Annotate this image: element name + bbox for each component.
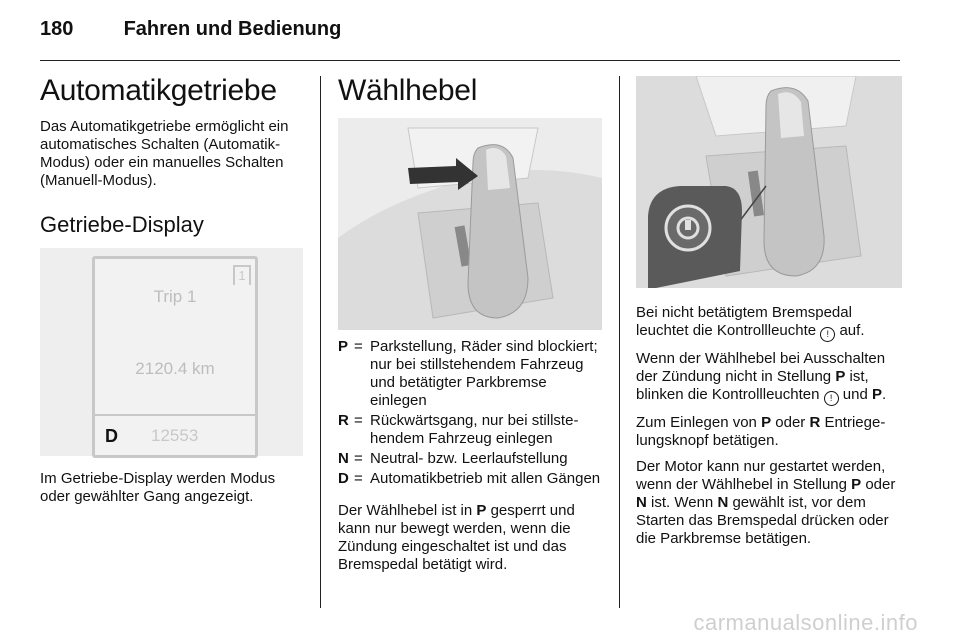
- definition-key: R: [338, 412, 349, 429]
- text-run: Bei nicht betätigtem Bremspedal leuchtet die Kontrollleuchte: [636, 304, 852, 339]
- column-2: [338, 74, 602, 582]
- start-paragraph: [636, 458, 902, 548]
- transmission-display-illustration: [40, 248, 303, 456]
- brake-warning-lamp-icon: !: [824, 391, 839, 406]
- position-key: P: [851, 476, 862, 493]
- position-key: N: [717, 494, 729, 511]
- section-heading: Automatikgetriebe: [40, 74, 277, 107]
- text-run: Zum Einlegen von: [636, 414, 762, 431]
- position-key: N: [636, 494, 647, 511]
- text-run: oder: [771, 414, 810, 431]
- display-caption: Im Getriebe-Display werden Modus oder gewählter Gang angezeigt.: [40, 470, 276, 505]
- gear-lever-warning-image: [636, 76, 902, 288]
- trip-icon: 1: [233, 265, 251, 285]
- header-rule: [40, 60, 900, 61]
- text-run: Wenn der Wählhebel bei Ausschalten der Zündung nicht in Stellung: [636, 350, 886, 385]
- trip-value: 2120.4 km: [135, 359, 215, 378]
- text-run: Der Wählhebel ist in: [338, 502, 477, 519]
- section-title: Fahren und Bedienung: [123, 18, 342, 40]
- warning-paragraph-2: [636, 350, 902, 406]
- display-separator: [95, 414, 255, 416]
- odometer-value: 12553: [151, 426, 199, 445]
- warning-paragraph-1: [636, 304, 902, 342]
- gear-lever-warning-photo: [636, 76, 902, 288]
- column-3: [636, 76, 902, 556]
- definition-key: P: [338, 338, 349, 355]
- gear-indicator: D: [105, 426, 118, 446]
- definition-item: [338, 470, 602, 488]
- text-run: gesperrt und kann nur bewegt werden, wenn die Zündung eingeschaltet ist und das Bremspedal betätigt wird.: [338, 502, 575, 573]
- text-run: oder: [861, 476, 896, 493]
- text-run: Der Motor kann nur gestartet werden, wenn der Wählhebel in Stellung: [636, 458, 886, 493]
- definition-key: N: [338, 450, 349, 467]
- text-run: ist. Wenn: [646, 494, 718, 511]
- subsection-heading: Getriebe-Display: [40, 212, 204, 237]
- definition-item: [338, 450, 602, 468]
- page-header: [40, 18, 341, 41]
- brake-warning-lamp-icon: !: [820, 327, 835, 342]
- trip-label: Trip 1: [153, 287, 197, 306]
- definition-separator: =: [354, 412, 363, 429]
- display-frame: [92, 256, 258, 458]
- text-run: Entriegelungsknopf betätigen.: [636, 414, 886, 449]
- definition-separator: =: [354, 338, 363, 355]
- definition-text: Parkstellung, Räder sind blockiert; nur bei stillstehendem Fahrzeug und betätigter Parkbremse einlegen: [370, 338, 598, 409]
- intro-paragraph: Das Automatikgetriebe ermöglicht ein automatisches Schalten (Automatik-Modus) oder ein manuelles Schalten (Manuell-Modus).: [40, 118, 289, 189]
- position-key: P: [761, 414, 772, 431]
- definition-separator: =: [354, 470, 363, 487]
- lever-lock-paragraph: [338, 502, 602, 574]
- position-key: P: [872, 386, 883, 403]
- definition-separator: =: [354, 450, 363, 467]
- text-run: gewählt ist, vor dem Starten das Bremspedal drücken oder die Parkbremse betätigen.: [636, 494, 889, 547]
- text-run: ist, blinken die Kontrollleuchten: [636, 368, 869, 403]
- selector-positions-list: [338, 338, 602, 488]
- section-heading: Wählhebel: [338, 74, 478, 107]
- text-run: .: [882, 386, 887, 403]
- position-key: P: [835, 368, 846, 385]
- definition-item: [338, 338, 602, 410]
- position-key: P: [476, 502, 487, 519]
- release-paragraph: [636, 414, 902, 450]
- definition-item: [338, 412, 602, 448]
- position-key: R: [809, 414, 821, 431]
- page-number: 180: [40, 18, 74, 40]
- watermark[interactable]: carmanualsonline.info: [693, 610, 918, 635]
- definition-key: D: [338, 470, 349, 487]
- text-run: auf.: [835, 322, 865, 339]
- definition-text: Neutral- bzw. Leerlaufstellung: [370, 450, 568, 467]
- gear-lever-image: [338, 118, 602, 330]
- column-divider: [619, 76, 620, 608]
- definition-text: Rückwärtsgang, nur bei stillstehendem Fahrzeug einlegen: [370, 412, 579, 447]
- column-1: [40, 74, 305, 514]
- column-divider: [320, 76, 321, 608]
- text-run: und: [838, 386, 872, 403]
- gear-lever-photo: [338, 118, 602, 330]
- definition-text: Automatikbetrieb mit allen Gängen: [370, 470, 601, 487]
